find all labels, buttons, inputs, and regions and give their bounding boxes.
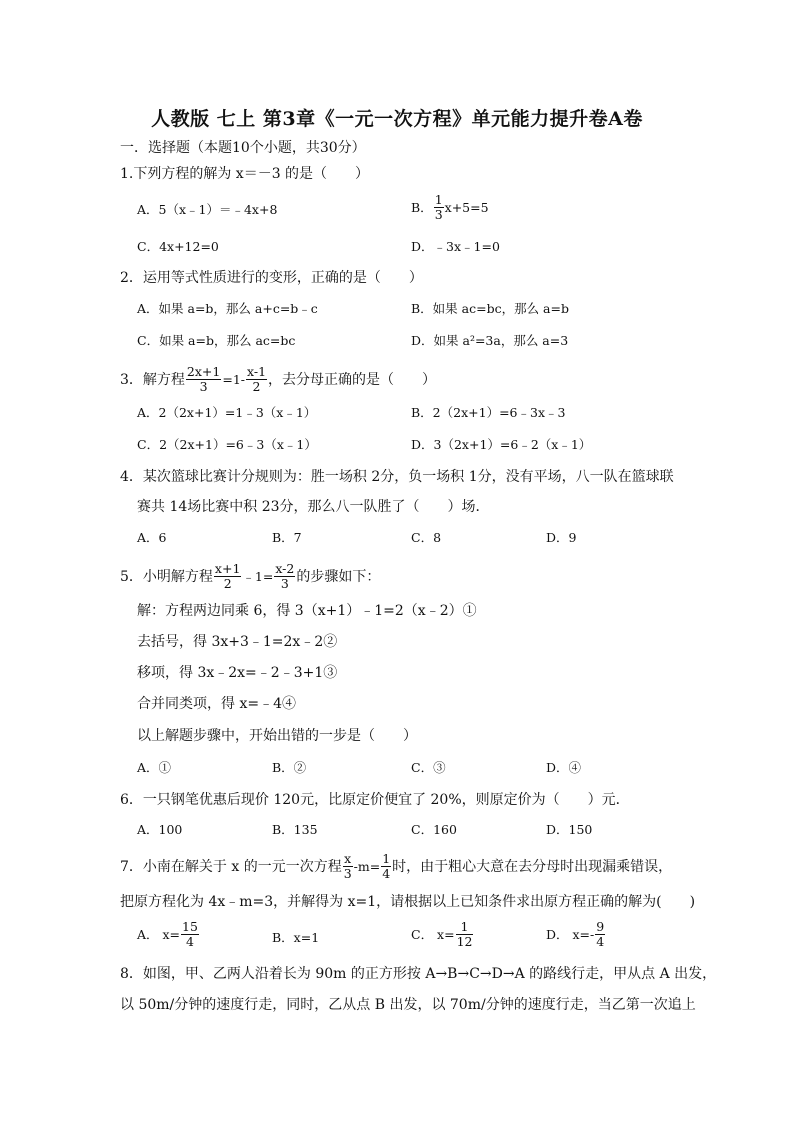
q5-step-2: 去括号，得 3x+3﹣1=2x﹣2②: [137, 634, 338, 650]
q7-d-denominator: 4: [596, 934, 605, 949]
q7-f1-denominator: 3: [343, 866, 352, 881]
q3-stem-end: ，去分母正确的是（ ）: [268, 371, 437, 388]
q7-option-c-label: C． x=: [411, 926, 455, 942]
q1-stem: 1.下列方程的解为 x＝－3 的是（ ）: [120, 166, 370, 182]
q4-option-d: D．9: [546, 530, 577, 545]
q7-fraction-1: [343, 852, 353, 881]
q8-stem-line1: 8．如图，甲、乙两人沿着长为 90m 的正方形按 A→B→C→D→A 的路线行走，甲从点 A 出发，: [120, 966, 717, 982]
q5-option-d: D．④: [546, 760, 582, 775]
q5-f2-denominator: 3: [280, 576, 289, 591]
q7-option-d-fraction: [595, 920, 605, 949]
q1-option-b: [411, 193, 489, 222]
q7-a-denominator: 4: [186, 934, 194, 949]
q1-b-denominator: 3: [434, 207, 443, 222]
q3-option-d: D．3（2x+1）=6﹣2（x﹣1）: [411, 437, 592, 452]
q5-step-4: 合并同类项，得 x=﹣4④: [137, 696, 296, 712]
q7-option-d-label: D． x=-: [546, 926, 595, 942]
q7-option-b: B．x=1: [272, 930, 320, 945]
q7-option-a: [137, 920, 200, 949]
q6-option-c: C．160: [411, 822, 457, 837]
q3-f2-numerator: x-1: [247, 364, 267, 379]
q1-b-numerator: 1: [434, 192, 443, 207]
q2-option-d: D．如果 a²=3a，那么 a=3: [411, 333, 569, 348]
q7-option-c: [411, 920, 474, 949]
q3-stem-mid: =1-: [222, 371, 246, 387]
section-heading: 一．选择题（本题10个小题，共30分）: [120, 140, 366, 156]
q5-stem-end: 的步骤如下：: [296, 568, 381, 585]
q7-a-numerator: 15: [182, 919, 198, 934]
q7-fraction-2: [381, 852, 391, 881]
q4-stem-line1: 4．某次篮球比赛计分规则为：胜一场积 2分，负一场积 1分，没有平场，八一队在篮球联: [120, 469, 674, 485]
q3-stem-start: 3．解方程: [120, 371, 185, 388]
q3-fraction-1: [186, 365, 221, 394]
q7-stem-mid: -m=: [353, 858, 381, 874]
q5-step-1: 解：方程两边同乘 6，得 3（x+1）﹣1=2（x﹣2）①: [137, 603, 477, 619]
q1-option-d: D．﹣3x﹣1=0: [411, 239, 500, 254]
q5-fraction-2: [274, 562, 295, 591]
q3-option-c: C．2（2x+1）=6﹣3（x﹣1）: [137, 437, 317, 452]
q6-option-b: B．135: [272, 822, 318, 837]
q7-option-d: [546, 920, 606, 949]
q6-stem: 6．一只钢笔优惠后现价 120元，比原定价便宜了 20%，则原定价为（ ）元．: [120, 792, 630, 808]
q7-stem-end: 时，由于粗心大意在去分母时出现漏乘错误，: [392, 858, 673, 875]
q7-option-a-label: A． x=: [137, 926, 181, 942]
q4-option-c: C．8: [411, 530, 442, 545]
q7-f1-numerator: x: [344, 851, 352, 866]
q5-option-a: A．①: [137, 760, 172, 775]
q1-option-b-label: B．: [411, 199, 433, 215]
q1-option-b-rest: x+5=5: [444, 199, 489, 215]
q5-option-c: C．③: [411, 760, 446, 775]
q3-stem: [120, 365, 436, 394]
q5-stem: [120, 562, 380, 591]
q5-fraction-1: [214, 562, 241, 591]
q3-f2-denominator: 2: [252, 379, 261, 394]
q5-option-b: B．②: [272, 760, 307, 775]
q8-stem-line2: 以 50m/分钟的速度行走，同时，乙从点 B 出发，以 70m/分钟的速度行走，当乙第一次追上: [120, 997, 696, 1013]
q7-option-c-fraction: [456, 920, 474, 949]
q3-option-b: B．2（2x+1）=6﹣3x﹣3: [411, 405, 566, 420]
q3-f1-denominator: 3: [199, 379, 208, 394]
q7-f2-numerator: 1: [382, 851, 391, 866]
q5-f1-denominator: 2: [223, 576, 232, 591]
q2-option-b: B．如果 ac=bc，那么 a=b: [411, 301, 569, 316]
q7-f2-denominator: 4: [382, 866, 391, 881]
q7-option-a-fraction: [181, 920, 199, 949]
q5-question: 以上解题步骤中，开始出错的一步是（ ）: [137, 728, 417, 744]
q1-option-c: C．4x+12=0: [137, 239, 219, 254]
q5-f2-numerator: x-2: [275, 561, 295, 576]
q5-stem-mid: ﹣1=: [242, 568, 274, 584]
q6-option-d: D．150: [546, 822, 593, 837]
q7-stem-line2: 把原方程化为 4x﹣m=3，并解得为 x=1，请根据以上已知条件求出原方程正确的解为( ): [120, 894, 696, 910]
q7-c-numerator: 1: [456, 920, 474, 935]
q3-fraction-2: [246, 365, 267, 394]
q2-option-c: C．如果 a=b，那么 ac=bc: [137, 333, 296, 348]
q4-stem-line2: 赛共 14场比赛中积 23分，那么八一队胜了（ ）场．: [137, 499, 490, 515]
q4-option-b: B．7: [272, 530, 302, 545]
q5-f1-numerator: x+1: [214, 561, 241, 576]
q1-option-b-fraction: [434, 193, 444, 222]
q6-option-a: A．100: [137, 822, 183, 837]
q7-c-denominator: 12: [456, 934, 473, 949]
q3-option-a: A．2（2x+1）=1﹣3（x﹣1）: [137, 405, 317, 420]
q2-stem: 2．运用等式性质进行的变形，正确的是（ ）: [120, 270, 423, 286]
page-title: 人教版 七上 第3章《一元一次方程》单元能力提升卷A卷: [151, 108, 643, 130]
q7-stem-line1: [120, 852, 672, 881]
q5-stem-start: 5．小明解方程: [120, 568, 213, 585]
q3-f1-numerator: 2x+1: [186, 364, 221, 379]
q5-step-3: 移项，得 3x﹣2x=﹣2﹣3+1③: [137, 665, 338, 681]
q1-option-a: A．5（x﹣1）＝﹣4x+8: [137, 202, 278, 217]
q7-stem-start: 7．小南在解关于 x 的一元一次方程: [120, 858, 342, 875]
q4-option-a: A．6: [137, 530, 167, 545]
q7-d-numerator: 9: [596, 919, 605, 934]
q2-option-a: A．如果 a=b，那么 a+c=b﹣c: [137, 301, 318, 316]
